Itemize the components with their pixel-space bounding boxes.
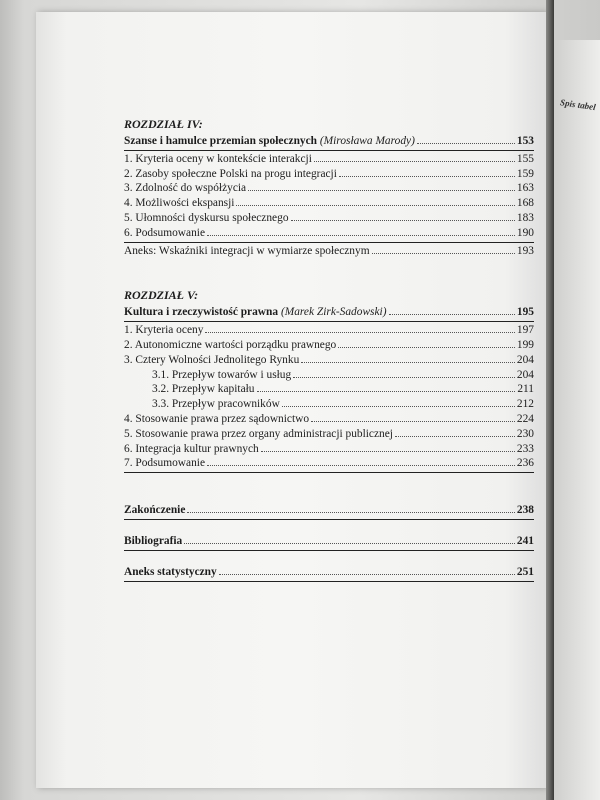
leader-dots bbox=[417, 134, 515, 144]
divider bbox=[124, 581, 534, 582]
toc-subentry: 3.1. Przepływ towarów i usług 204 bbox=[152, 368, 534, 381]
book-page-left bbox=[36, 12, 546, 788]
chapter-4 bbox=[124, 117, 534, 258]
chapter-title: Szanse i hamulce przemian społecznych (Mirosława Marody) bbox=[124, 135, 415, 147]
chapter-items bbox=[124, 152, 534, 241]
toc-entry: 4. Stosowanie prawa przez sądownictwo 224 bbox=[124, 412, 534, 425]
toc-entry: 1. Kryteria oceny w kontekście interakcji 155 bbox=[124, 152, 534, 165]
next-page-title: Spis tabel bbox=[559, 97, 597, 113]
chapter-heading: ROZDZIAŁ IV: bbox=[124, 117, 203, 131]
divider bbox=[124, 150, 534, 151]
section-statistical-annex bbox=[124, 565, 534, 582]
chapter-5 bbox=[124, 288, 534, 473]
table-of-contents bbox=[124, 117, 534, 583]
toc-subentry: 3.2. Przepływ kapitału 211 bbox=[152, 383, 534, 396]
toc-entry: 3. Zdolność do współżycia 163 bbox=[124, 182, 534, 195]
chapter-author: (Marek Zirk-Sadowski) bbox=[280, 306, 387, 319]
book-page-right bbox=[554, 40, 600, 800]
book-spine bbox=[546, 0, 554, 800]
toc-section-entry: Zakończenie 238 bbox=[124, 504, 534, 517]
divider bbox=[124, 321, 534, 322]
toc-entry: 6. Integracja kultur prawnych 233 bbox=[124, 442, 534, 455]
chapter-title-row bbox=[124, 134, 534, 149]
page-number: 195 bbox=[516, 306, 534, 319]
toc-entry: 5. Ułomności dyskursu społecznego 183 bbox=[124, 211, 534, 224]
toc-entry: 5. Stosowanie prawa przez organy administracji publicznej 230 bbox=[124, 427, 534, 440]
chapter-heading: ROZDZIAŁ V: bbox=[124, 288, 199, 303]
toc-entry: 3. Cztery Wolności Jednolitego Rynku 204 bbox=[124, 353, 534, 366]
toc-entry: 6. Podsumowanie 190 bbox=[124, 226, 534, 239]
toc-entry: 7. Podsumowanie 236 bbox=[124, 457, 534, 470]
divider bbox=[124, 472, 534, 473]
divider bbox=[124, 519, 534, 520]
divider bbox=[124, 242, 534, 243]
chapter-title-row bbox=[124, 305, 534, 320]
section-conclusion bbox=[124, 503, 534, 520]
divider bbox=[124, 550, 534, 551]
toc-subentry: 3.3. Przepływ pracowników 212 bbox=[152, 398, 534, 411]
toc-section-entry: Bibliografia 241 bbox=[124, 534, 534, 547]
toc-entry-annex: Aneks: Wskaźniki integracji w wymiarze społecznym 193 bbox=[124, 244, 534, 257]
chapter-author: (Mirosława Marody) bbox=[319, 135, 415, 147]
page-number: 153 bbox=[516, 135, 534, 147]
chapter-title: Kultura i rzeczywistość prawna (Marek Zirk-Sadowski) bbox=[124, 306, 387, 319]
toc-entry: 1. Kryteria oceny 197 bbox=[124, 324, 534, 337]
leader-dots bbox=[389, 305, 515, 315]
toc-section-entry: Aneks statystyczny 251 bbox=[124, 565, 534, 578]
toc-entry: 4. Możliwości ekspansji 168 bbox=[124, 197, 534, 210]
toc-entry: 2. Autonomiczne wartości porządku prawnego 199 bbox=[124, 338, 534, 351]
section-bibliography bbox=[124, 534, 534, 551]
toc-entry: 2. Zasoby społeczne Polski na progu integracji 159 bbox=[124, 167, 534, 180]
